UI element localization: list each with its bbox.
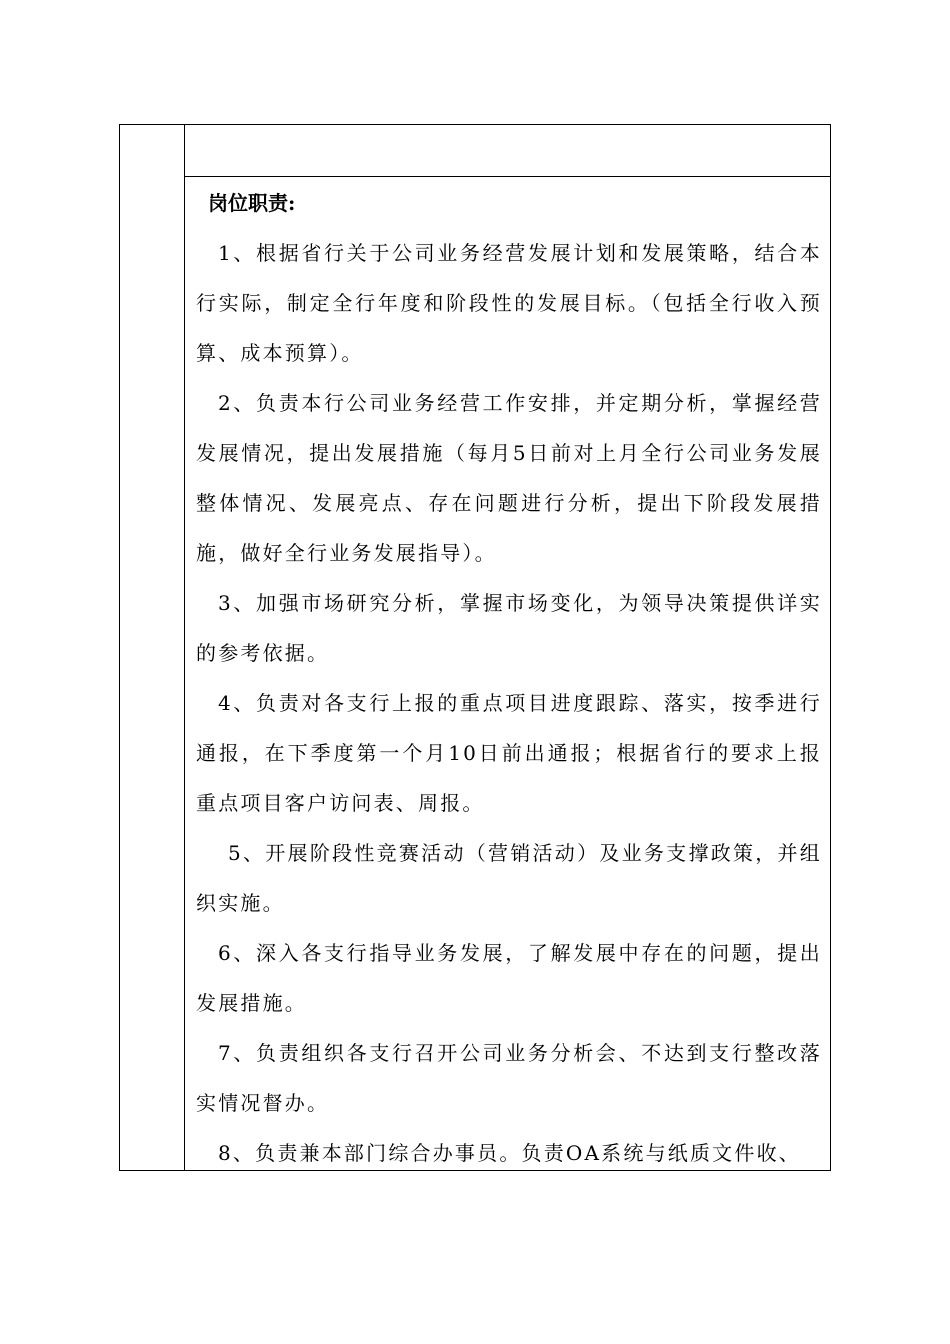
duty-table <box>119 124 831 1171</box>
duty-item-5: 5、开展阶段性竞赛活动（营销活动）及业务支撑政策，并组织实施。 <box>196 841 822 915</box>
duty-item-3: 3、加强市场研究分析，掌握市场变化，为领导决策提供详实的参考依据。 <box>196 591 822 665</box>
table-top-empty-cell <box>185 125 830 177</box>
table-left-column <box>120 125 185 1170</box>
duties-cell <box>196 177 822 1170</box>
duty-item-6: 6、深入各支行指导业务发展，了解发展中存在的问题，提出发展措施。 <box>196 941 822 1015</box>
duties-heading: 岗位职责: <box>208 191 296 215</box>
duty-item-7: 7、负责组织各支行召开公司业务分析会、不达到支行整改落实情况督办。 <box>196 1041 822 1115</box>
duty-item-8: 8、负责兼本部门综合办事员。负责OA系统与纸质文件收、 <box>218 1141 801 1165</box>
duty-item-2: 2、负责本行公司业务经营工作安排，并定期分析，掌握经营发展情况，提出发展措施（每月5日前对上月全行公司业务发展整体情况、发展亮点、存在问题进行分析，提出下阶段发展措施，做好全行业务发展指导）。 <box>196 391 822 565</box>
duty-item-4: 4、负责对各支行上报的重点项目进度跟踪、落实，按季进行通报，在下季度第一个月10日前出通报；根据省行的要求上报重点项目客户访问表、周报。 <box>196 691 822 815</box>
duty-item-1: 1、根据省行关于公司业务经营发展计划和发展策略，结合本行实际，制定全行年度和阶段性的发展目标。（包括全行收入预算、成本预算）。 <box>196 241 822 365</box>
